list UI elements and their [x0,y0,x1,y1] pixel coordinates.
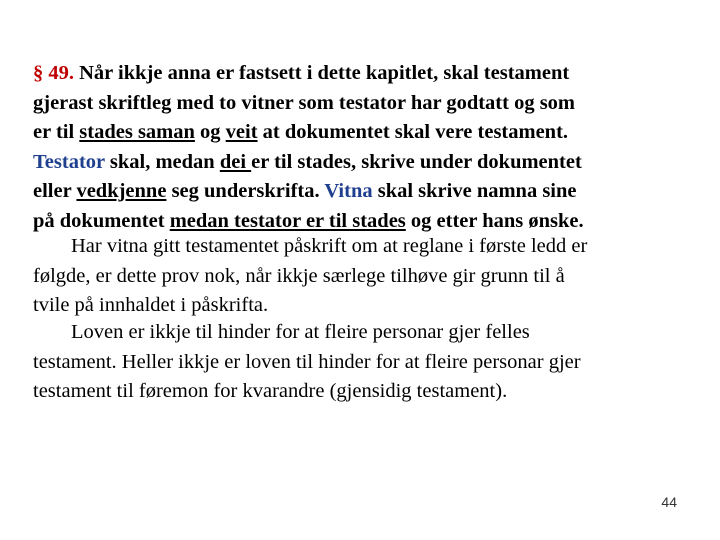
text-line [33,232,703,262]
law-paragraph-49-first-ledd [33,59,703,236]
page-number: 44 [661,494,677,510]
text-run: testament til føremon for kvarandre (gjensidig testament). [33,380,508,402]
highlighted-term: Vitna [324,180,373,202]
text-line [33,291,703,321]
law-paragraph-third-ledd [33,318,703,407]
text-run: er til [33,121,80,143]
text-run: tvile på innhaldet i påskrifta. [33,294,269,316]
text-run: skal skrive namna sine [372,180,577,202]
highlighted-term: § 49. [33,62,80,84]
text-run: at dokumentet skal vere testament. [257,121,569,143]
text-line [33,118,703,148]
text-line [33,148,703,178]
text-run: testament. Heller ikkje er loven til hinder for at fleire personar gjer [33,350,581,373]
text-line [33,377,703,407]
text-run: Har vitna gitt testamentet påskrift om at reglane i første ledd er [71,235,588,257]
text-run: følgde, er dette prov nok, når ikkje særlege tilhøve gir grunn til å [33,264,565,287]
law-paragraph-second-ledd [33,232,703,321]
underlined-term: medan testator er til stades [169,209,406,232]
text-run: eller [33,180,77,202]
underlined-term: stades saman [79,121,195,143]
text-run: skal, medan [104,150,220,173]
text-line [33,89,703,119]
text-run: Når ikkje anna er fastsett i dette kapitlet, skal testament [79,62,570,84]
text-run: og [194,121,226,143]
highlighted-term: Testator [33,150,105,173]
underlined-term: veit [225,121,258,143]
text-run: er til stades, skrive under dokumentet [251,150,582,173]
text-run: seg underskrifta. [166,180,325,202]
text-run: Loven er ikkje til hinder for at fleire personar gjer felles [71,321,530,343]
text-line [33,177,703,207]
text-line [33,59,703,89]
text-line [33,262,703,292]
underlined-term: dei [219,150,252,173]
text-line [33,348,703,378]
underlined-term: vedkjenne [76,180,167,202]
text-run: på dokumentet [33,209,170,232]
text-run: gjerast skriftleg med to vitner som testator har godtatt og som [33,91,576,114]
text-run: og etter hans ønske. [405,209,584,232]
text-line [33,318,703,348]
